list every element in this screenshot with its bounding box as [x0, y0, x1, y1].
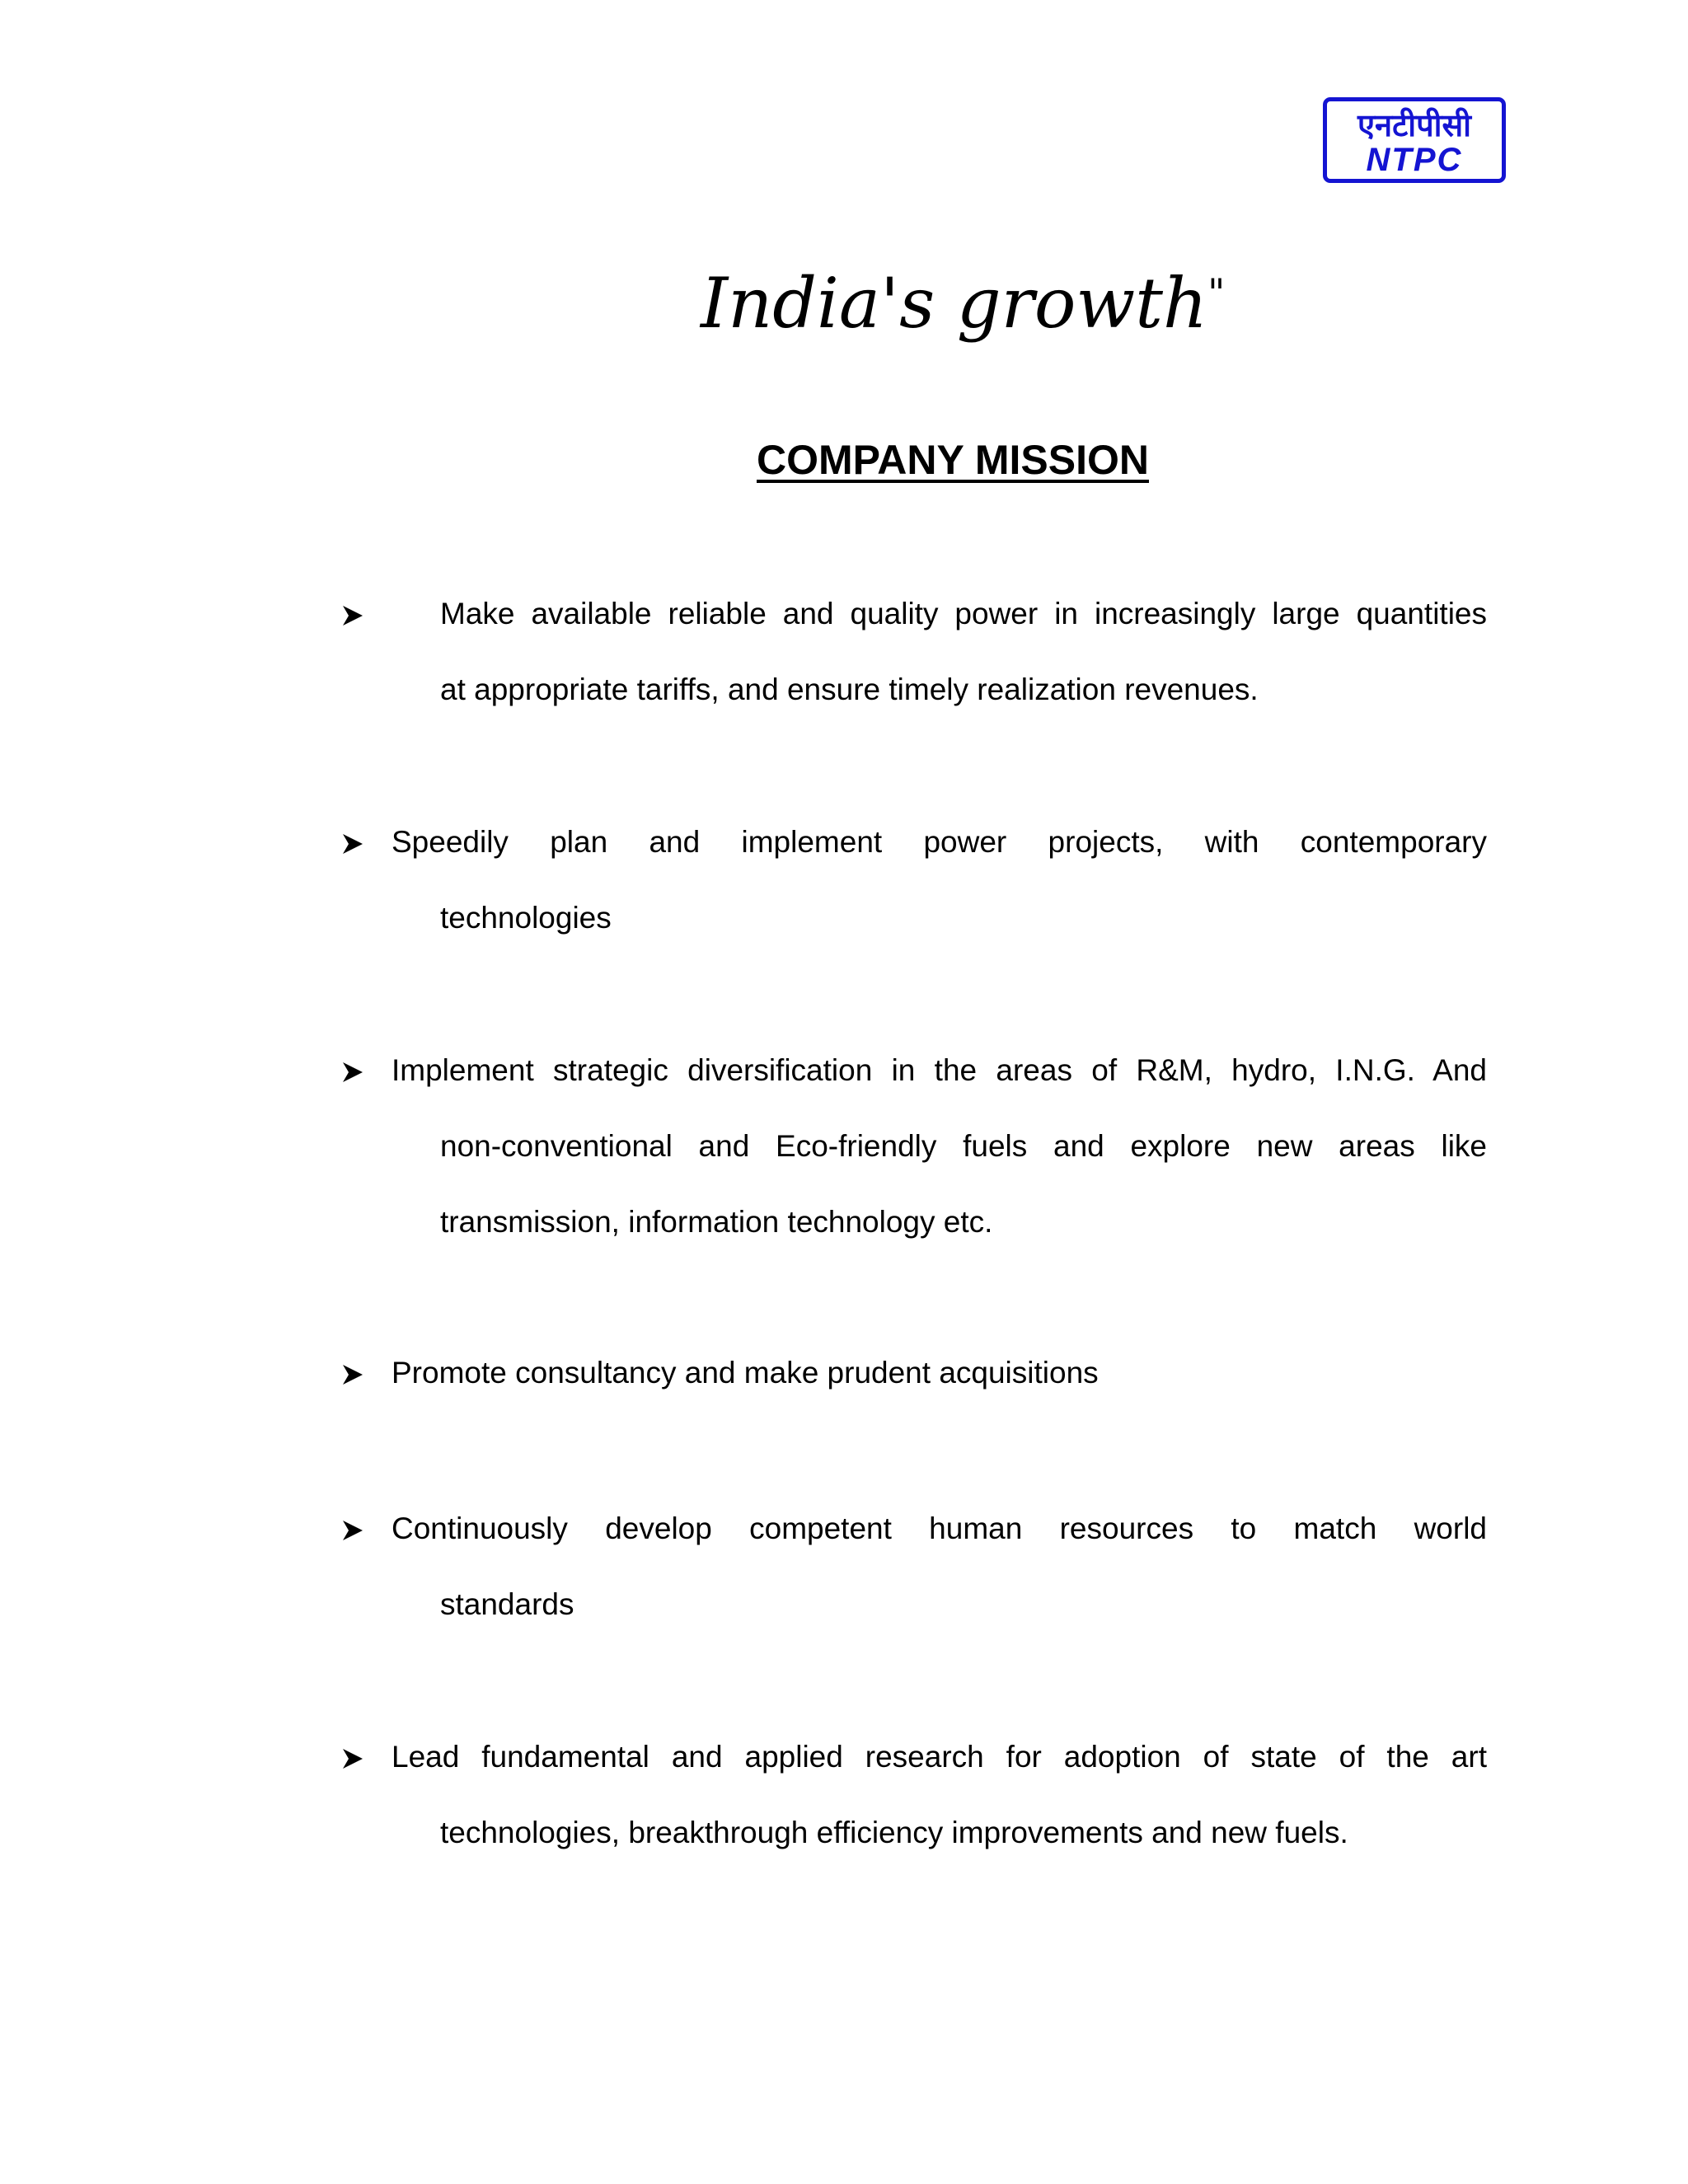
mission-item-line: Promote consultancy and make prudent acquisitions [392, 1356, 1099, 1390]
arrowhead-bullet-icon [340, 1517, 366, 1544]
mission-item-line: transmission, information technology etc. [440, 1205, 993, 1239]
arrowhead-bullet-icon [340, 602, 366, 629]
mission-item-text [392, 1491, 1487, 1643]
logo-hindi-text: एनटीपीसी [1357, 107, 1472, 143]
tagline-quote: " [1207, 270, 1226, 315]
arrowhead-bullet-icon [340, 1746, 366, 1772]
ntpc-logo-graphic [1327, 101, 1502, 179]
tagline [0, 247, 1688, 349]
mission-item-line: Continuously develop competent human resources to match world [392, 1511, 1487, 1545]
mission-item-line: technologies [440, 901, 612, 935]
page-title: COMPANY MISSION [757, 437, 1149, 483]
mission-item-line: Implement strategic diversification in the areas of R&M, hydro, I.N.G. And [392, 1053, 1487, 1087]
mission-item-line: non-conventional and Eco-friendly fuels and explore new areas like [440, 1129, 1487, 1163]
mission-item-line: Lead fundamental and applied research for adoption of state of the art [392, 1740, 1487, 1774]
logo-latin-text: NTPC [1366, 142, 1463, 178]
tagline-text: India's growth [701, 263, 1208, 344]
arrowhead-bullet-icon [340, 831, 366, 857]
ntpc-logo [1323, 97, 1506, 183]
mission-item-line: technologies, breakthrough efficiency improvements and new fuels. [440, 1816, 1348, 1849]
mission-item-text [392, 1719, 1487, 1871]
mission-item-line: standards [440, 1587, 574, 1621]
mission-item-text [392, 1033, 1487, 1260]
mission-item-text [440, 576, 1487, 728]
arrowhead-bullet-icon [340, 1361, 366, 1388]
mission-item-line: Make available reliable and quality power in increasingly large quantities [440, 597, 1487, 630]
mission-item-text [392, 804, 1487, 956]
mission-item-line: Speedily plan and implement power projects, with contemporary [392, 825, 1487, 859]
mission-item-text [392, 1335, 1487, 1411]
arrowhead-bullet-icon [340, 1059, 366, 1085]
mission-item-line: at appropriate tariffs, and ensure timely realization revenues. [440, 673, 1259, 706]
